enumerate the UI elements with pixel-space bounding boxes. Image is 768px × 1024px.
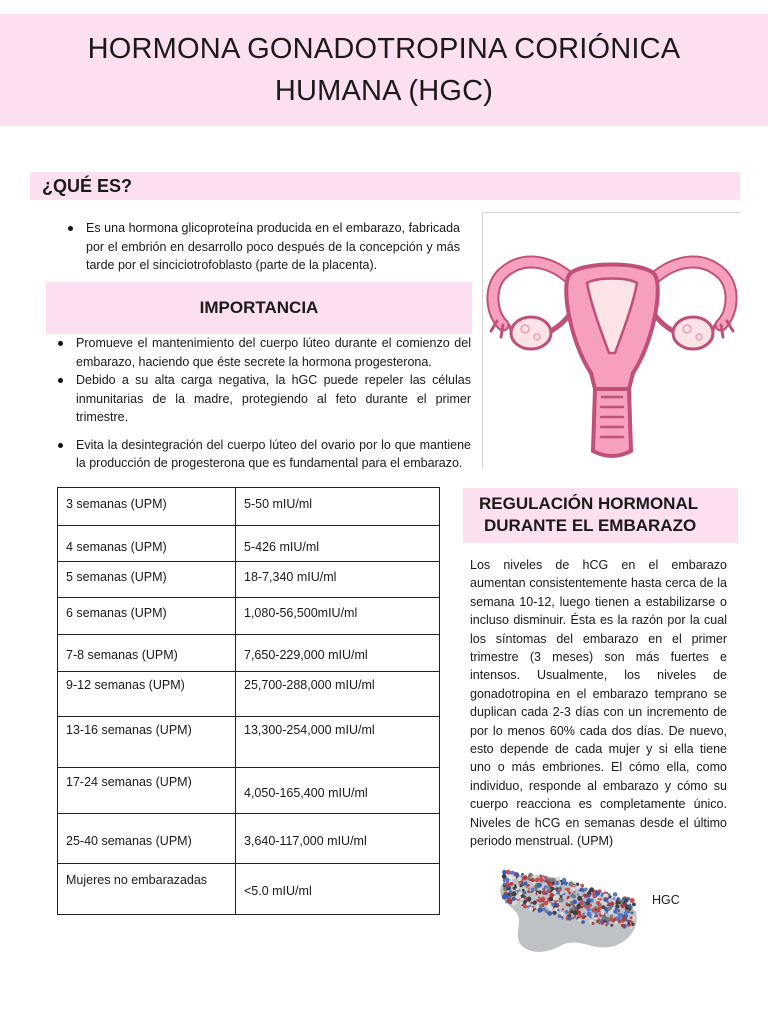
value-cell: <5.0 mIU/ml xyxy=(236,864,440,915)
value-cell: 7,650-229,000 mIU/ml xyxy=(236,635,440,672)
page-title xyxy=(88,28,681,112)
que-es-heading-bar xyxy=(30,172,740,200)
table-row xyxy=(58,814,440,864)
period-cell: 4 semanas (UPM) xyxy=(58,526,236,562)
regulacion-text: Los niveles de hCG en el embarazo aumentan consistentemente hasta cerca de la semana 10-12, luego tienen a estabilizarse o incluso disminuir. Ésta es la razón por la cual los síntomas del embarazo en el primer trimestre (3 meses) son más fuertes e intensos. Usualmente, los niveles de gonadotropina en el embarazo temprano se duplican cada 2-3 días con un incremento de por lo menos 60% cada dos días. De nuevo, esto depende de cada mujer y si ella tiene uno o más embriones. El cómo ella, como individuo, responde al embarazo y cómo su cuerpo reacciona es completamente único. Niveles de hCG en semanas desde el último periodo menstrual. (UPM) xyxy=(470,558,727,849)
que-es-heading: ¿QUÉ ES? xyxy=(42,175,133,196)
que-es-list xyxy=(60,219,460,275)
value-cell: 4,050-165,400 mIU/ml xyxy=(236,768,440,814)
importancia-heading: IMPORTANCIA xyxy=(199,298,319,317)
regulacion-heading-line-1: REGULACIÓN HORMONAL xyxy=(479,494,699,513)
table-row xyxy=(58,598,440,635)
value-cell: 5-426 mIU/ml xyxy=(236,526,440,562)
value-cell: 5-50 mIU/ml xyxy=(236,488,440,526)
period-cell: 7-8 semanas (UPM) xyxy=(58,635,236,672)
period-cell: 6 semanas (UPM) xyxy=(58,598,236,635)
value-cell: 13,300-254,000 mIU/ml xyxy=(236,717,440,768)
table-row xyxy=(58,488,440,526)
table-row xyxy=(58,717,440,768)
table-row xyxy=(58,635,440,672)
period-cell: 9-12 semanas (UPM) xyxy=(58,672,236,717)
hcg-molecule-icon xyxy=(494,866,640,958)
title-line-2: HUMANA (HGC) xyxy=(274,75,494,107)
period-cell: Mujeres no embarazadas xyxy=(58,864,236,915)
molecule-label: HGC xyxy=(652,893,680,907)
period-cell: 5 semanas (UPM) xyxy=(58,562,236,598)
period-cell: 25-40 semanas (UPM) xyxy=(58,814,236,864)
period-cell: 13-16 semanas (UPM) xyxy=(58,717,236,768)
value-cell: 25,700-288,000 mIU/ml xyxy=(236,672,440,717)
que-es-item: Es una hormona glicoproteína producida en el embarazo, fabricada por el embrión en desarrollo poco después de la concepción y más tarde por el sinciciotrofoblasto (parte de la placenta). xyxy=(60,219,460,275)
importancia-list xyxy=(50,334,471,473)
importancia-item: Debido a su alta carga negativa, la hGC puede repeler las células inmunitarias de la madre, protegiendo al feto durante el primer trimestre. xyxy=(50,371,471,427)
table-row xyxy=(58,526,440,562)
title-band xyxy=(0,14,768,126)
importancia-item: Promueve el mantenimiento del cuerpo lúteo durante el comienzo del embarazo, haciendo que éste secrete la hormona progesterona. xyxy=(50,334,471,371)
importancia-heading-bar xyxy=(46,282,472,334)
table-row xyxy=(58,672,440,717)
uterus-illustration-icon xyxy=(483,213,741,469)
regulacion-heading-line-2: DURANTE EL EMBARAZO xyxy=(484,516,697,535)
table-row xyxy=(58,864,440,915)
value-cell: 1,080-56,500mIU/ml xyxy=(236,598,440,635)
period-cell: 3 semanas (UPM) xyxy=(58,488,236,526)
table-row xyxy=(58,562,440,598)
value-cell: 18-7,340 mIU/ml xyxy=(236,562,440,598)
period-cell: 17-24 semanas (UPM) xyxy=(58,768,236,814)
regulacion-heading-bar xyxy=(463,488,738,543)
value-cell: 3,640-117,000 mIU/ml xyxy=(236,814,440,864)
title-line-1: HORMONA GONADOTROPINA CORIÓNICA xyxy=(87,33,681,65)
regulacion-heading xyxy=(479,493,698,537)
hcg-levels-table xyxy=(57,487,440,915)
uterus-figure xyxy=(482,212,741,469)
importancia-item: Evita la desintegración del cuerpo lúteo del ovario por lo que mantiene la producción de progesterona que es fundamental para el embarazo. xyxy=(50,436,471,473)
table-row xyxy=(58,768,440,814)
